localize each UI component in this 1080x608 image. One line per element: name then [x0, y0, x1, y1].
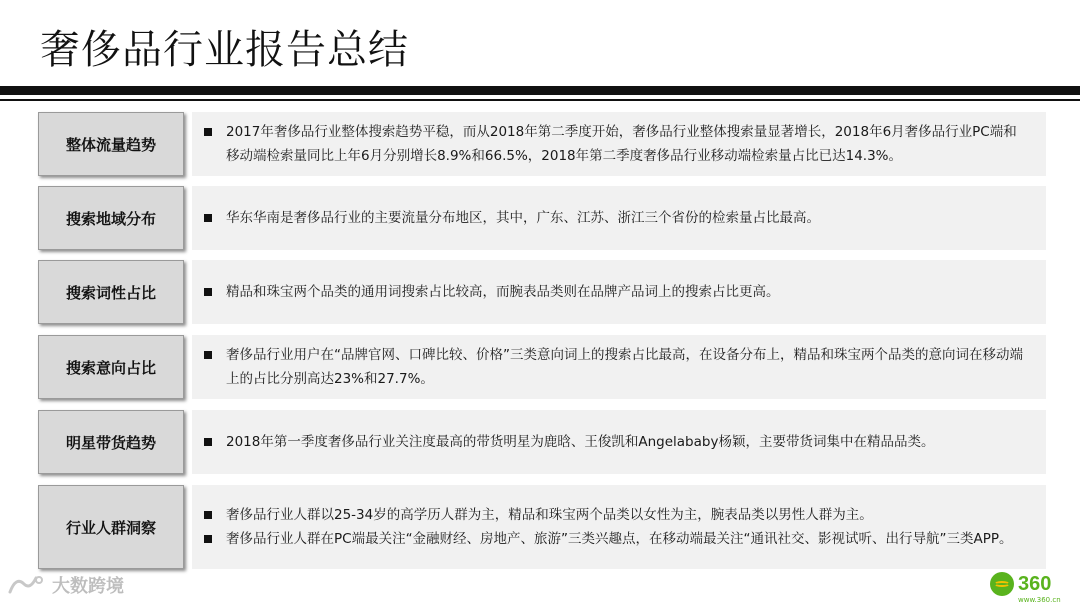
summary-row — [38, 112, 1046, 176]
row-label: 搜索词性占比 — [38, 260, 184, 324]
square-bullet-icon — [204, 128, 212, 136]
summary-row — [38, 260, 1046, 324]
summary-row — [38, 186, 1046, 250]
brand-logo-url: www.360.cn — [1018, 596, 1061, 604]
square-bullet-icon — [204, 438, 212, 446]
watermark-text: 大数跨境 — [52, 576, 124, 597]
summary-row — [38, 335, 1046, 399]
bullet-text: 华东华南是奢侈品行业的主要流量分布地区，其中，广东、江苏、浙江三个省份的检索量占比最高。 — [226, 210, 820, 226]
bullet-item — [204, 527, 1030, 551]
row-content — [192, 485, 1046, 569]
bullet-text: 精品和珠宝两个品类的通用词搜索占比较高，而腕表品类则在品牌产品词上的搜索占比更高。 — [226, 284, 780, 300]
bullet-item — [204, 206, 1030, 230]
row-content — [192, 410, 1046, 474]
summary-row — [38, 485, 1046, 569]
page-title: 奢侈品行业报告总结 — [40, 27, 409, 73]
bullet-item — [204, 343, 1030, 391]
bullet-item — [204, 503, 1030, 527]
square-bullet-icon — [204, 535, 212, 543]
row-content — [192, 112, 1046, 176]
row-content — [192, 335, 1046, 399]
bullet-text: 奢侈品行业人群在PC端最关注“金融财经、房地产、旅游”三类兴趣点，在移动端最关注“通讯社交、影视试听、出行导航”三类APP。 — [226, 531, 1013, 547]
watermark — [6, 572, 124, 598]
row-label: 搜索意向占比 — [38, 335, 184, 399]
bullet-item — [204, 430, 1030, 454]
360-ball-icon — [990, 572, 1014, 596]
square-bullet-icon — [204, 511, 212, 519]
row-label: 搜索地域分布 — [38, 186, 184, 250]
watermark-logo-icon — [6, 572, 46, 598]
bullet-text: 2018年第一季度奢侈品行业关注度最高的带货明星为鹿晗、王俊凯和Angelababy杨颖，主要带货词集中在精品品类。 — [226, 434, 935, 450]
square-bullet-icon — [204, 351, 212, 359]
bullet-text: 奢侈品行业人群以25-34岁的高学历人群为主，精品和珠宝两个品类以女性为主，腕表品类以男性人群为主。 — [226, 507, 873, 523]
bullet-item — [204, 120, 1030, 168]
bullet-item — [204, 280, 1030, 304]
bullet-text: 奢侈品行业用户在“品牌官网、口碑比较、价格”三类意向词上的搜索占比最高，在设备分布上，精品和珠宝两个品类的意向词在移动端上的占比分别高达23%和27.7%。 — [226, 347, 1023, 387]
summary-row — [38, 410, 1046, 474]
title-divider-thick — [0, 86, 1080, 95]
bullet-text: 2017年奢侈品行业整体搜索趋势平稳，而从2018年第二季度开始，奢侈品行业整体搜索量显著增长，2018年6月奢侈品行业PC端和移动端检索量同比上年6月分别增长8.9%和66.5%，2018年第二季度奢侈品行业移动端检索量占比已达14.3%。 — [226, 124, 1017, 164]
row-content — [192, 260, 1046, 324]
row-content — [192, 186, 1046, 250]
brand-logo — [990, 572, 1061, 604]
row-label: 整体流量趋势 — [38, 112, 184, 176]
row-label: 明星带货趋势 — [38, 410, 184, 474]
brand-logo-text: 360 — [1018, 572, 1052, 595]
title-divider-thin — [0, 99, 1080, 101]
row-label: 行业人群洞察 — [38, 485, 184, 569]
square-bullet-icon — [204, 214, 212, 222]
square-bullet-icon — [204, 288, 212, 296]
